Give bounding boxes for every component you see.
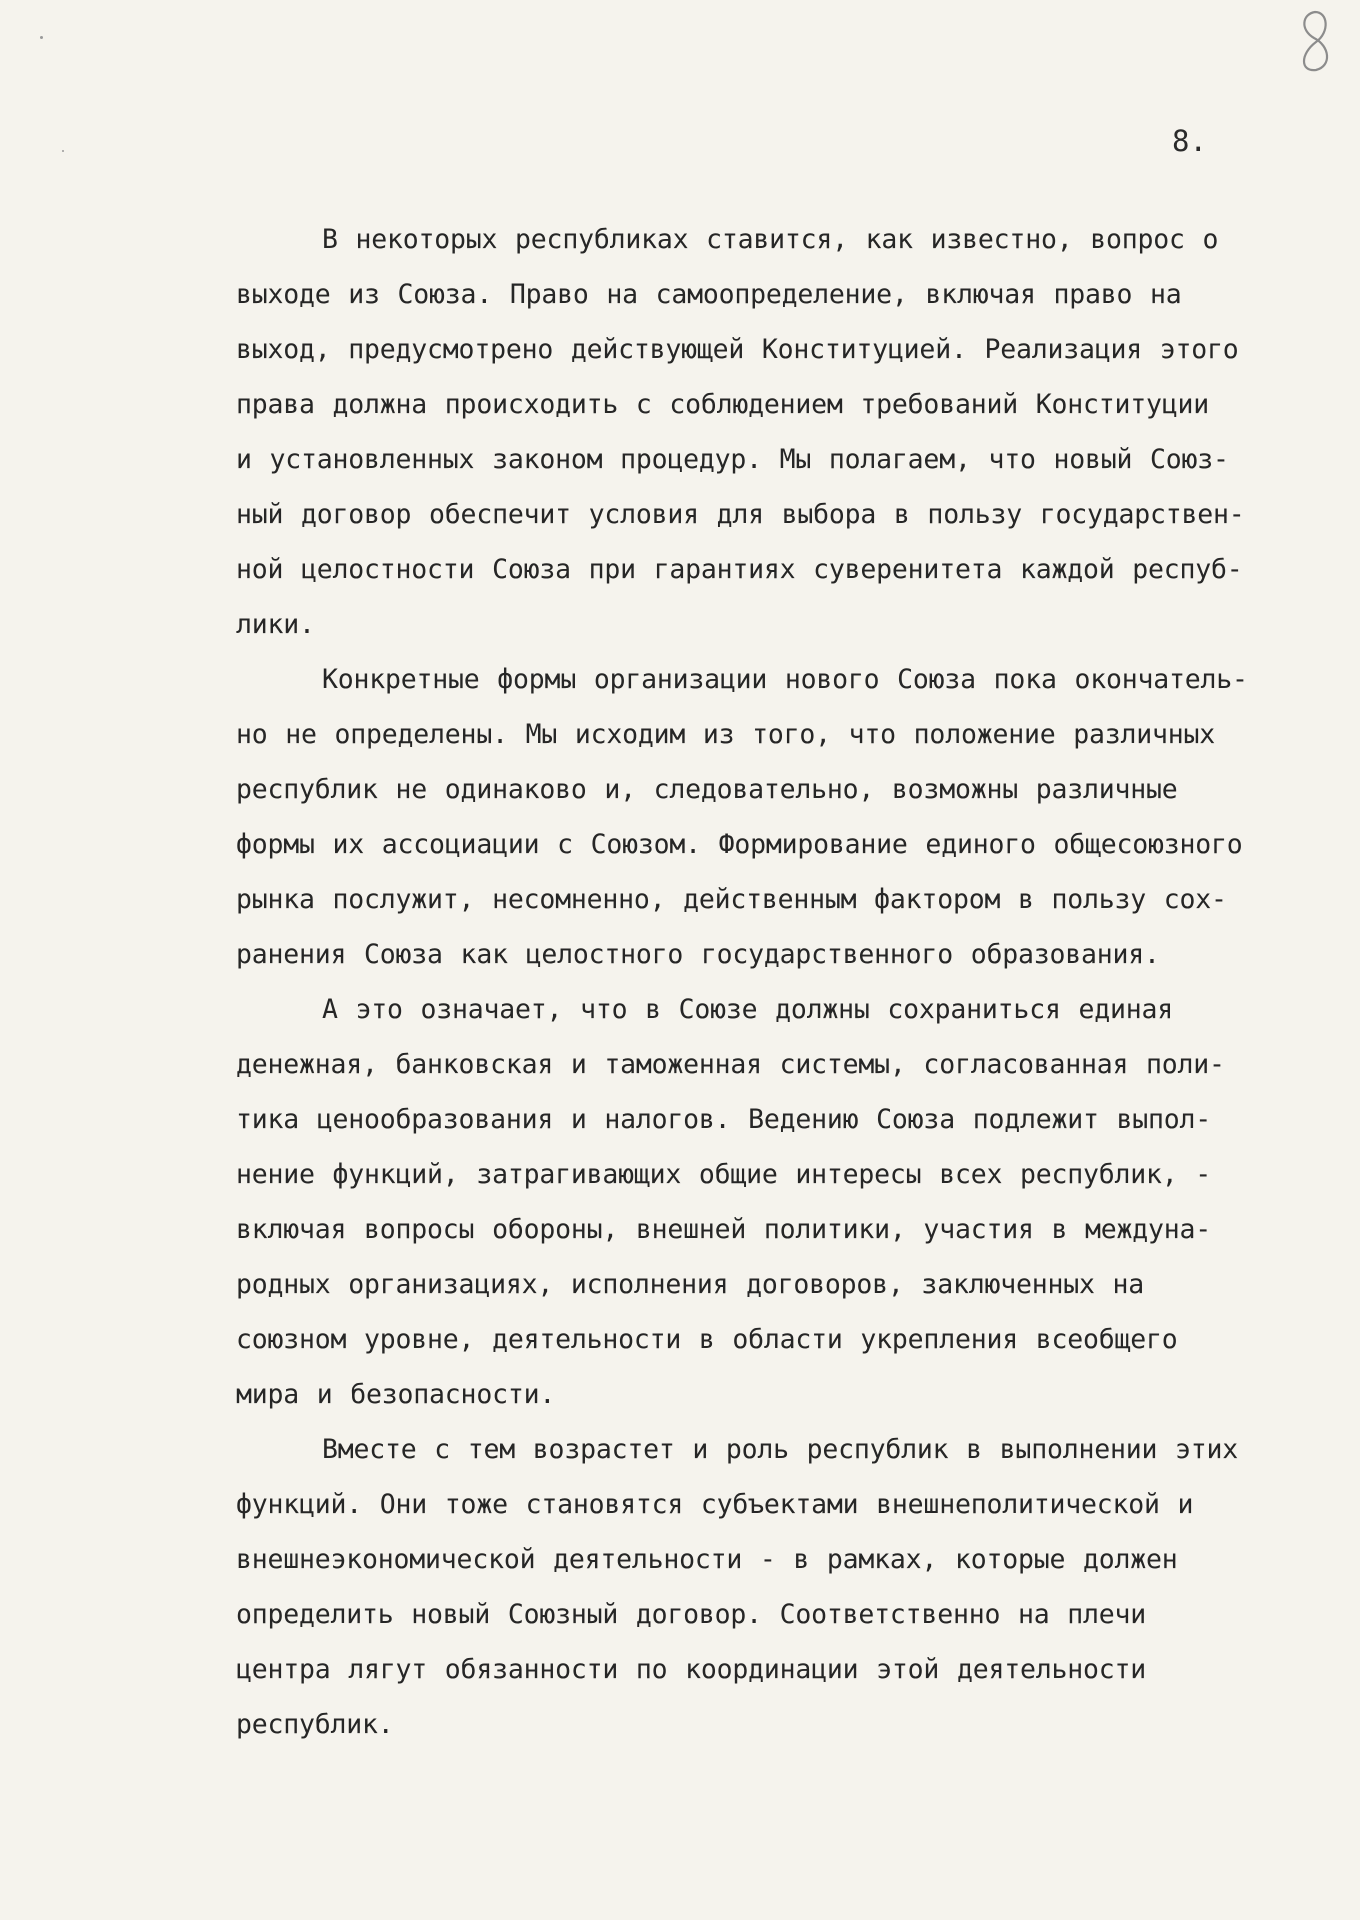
text-line: мира и безопасности. bbox=[236, 1379, 556, 1410]
text-line: но не определены. Мы исходим из того, что положение различных bbox=[236, 719, 1216, 750]
text-line: формы их ассоциации с Союзом. Формирование единого общесоюзного bbox=[236, 829, 1243, 860]
text-line: родных организациях, исполнения договоров, заключенных на bbox=[236, 1269, 1144, 1300]
text-line: республик не одинаково и, следовательно, возможны различные bbox=[236, 774, 1178, 805]
text-line: нение функций, затрагивающих общие интересы всех республик, - bbox=[236, 1159, 1212, 1190]
text-line: республик. bbox=[236, 1709, 394, 1740]
text-line: определить новый Союзный договор. Соответственно на плечи bbox=[236, 1599, 1146, 1630]
text-line: А это означает, что в Союзе должны сохраниться единая bbox=[322, 994, 1173, 1025]
text-line: рынка послужит, несомненно, действенным фактором в пользу сох- bbox=[236, 884, 1227, 915]
document-body bbox=[236, 212, 1326, 1752]
text-line: Вместе с тем возрастет и роль республик в выполнении этих bbox=[322, 1434, 1238, 1465]
text-line: выход, предусмотрено действующей Конституцией. Реализация этого bbox=[236, 334, 1239, 365]
text-line: включая вопросы обороны, внешней политики, участия в междуна- bbox=[236, 1214, 1212, 1245]
text-line: и установленных законом процедур. Мы полагаем, что новый Союз- bbox=[236, 444, 1229, 475]
text-line: функций. Они тоже становятся субъектами внешнеполитической и bbox=[236, 1489, 1194, 1520]
text-line: Конкретные формы организации нового Союза пока окончатель- bbox=[322, 664, 1248, 695]
paragraph-1 bbox=[236, 212, 1326, 652]
handwritten-page-number bbox=[1290, 6, 1340, 76]
text-line: денежная, банковская и таможенная системы, согласованная поли- bbox=[236, 1049, 1225, 1080]
paragraph-4 bbox=[236, 1422, 1326, 1752]
text-line: внешнеэкономической деятельности - в рамках, которые должен bbox=[236, 1544, 1178, 1575]
text-line: лики. bbox=[236, 609, 315, 640]
paragraph-2 bbox=[236, 652, 1326, 982]
typed-page-number: 8. bbox=[1172, 124, 1207, 158]
paper-speck bbox=[62, 150, 64, 152]
text-line: ной целостности Союза при гарантиях суверенитета каждой респуб- bbox=[236, 554, 1243, 585]
text-line: ранения Союза как целостного государственного образования. bbox=[236, 939, 1160, 970]
text-line: центра лягут обязанности по координации этой деятельности bbox=[236, 1654, 1146, 1685]
paragraph-3 bbox=[236, 982, 1326, 1422]
text-line: тика ценообразования и налогов. Ведению Союза подлежит выпол- bbox=[236, 1104, 1212, 1135]
text-line: права должна происходить с соблюдением требований Конституции bbox=[236, 389, 1210, 420]
paper-speck bbox=[40, 36, 43, 39]
text-line: ный договор обеспечит условия для выбора в пользу государствен- bbox=[236, 499, 1245, 530]
text-line: В некоторых республиках ставится, как известно, вопрос о bbox=[322, 224, 1219, 255]
text-line: выходе из Союза. Право на самоопределение, включая право на bbox=[236, 279, 1182, 310]
text-line: союзном уровне, деятельности в области укрепления всеобщего bbox=[236, 1324, 1178, 1355]
